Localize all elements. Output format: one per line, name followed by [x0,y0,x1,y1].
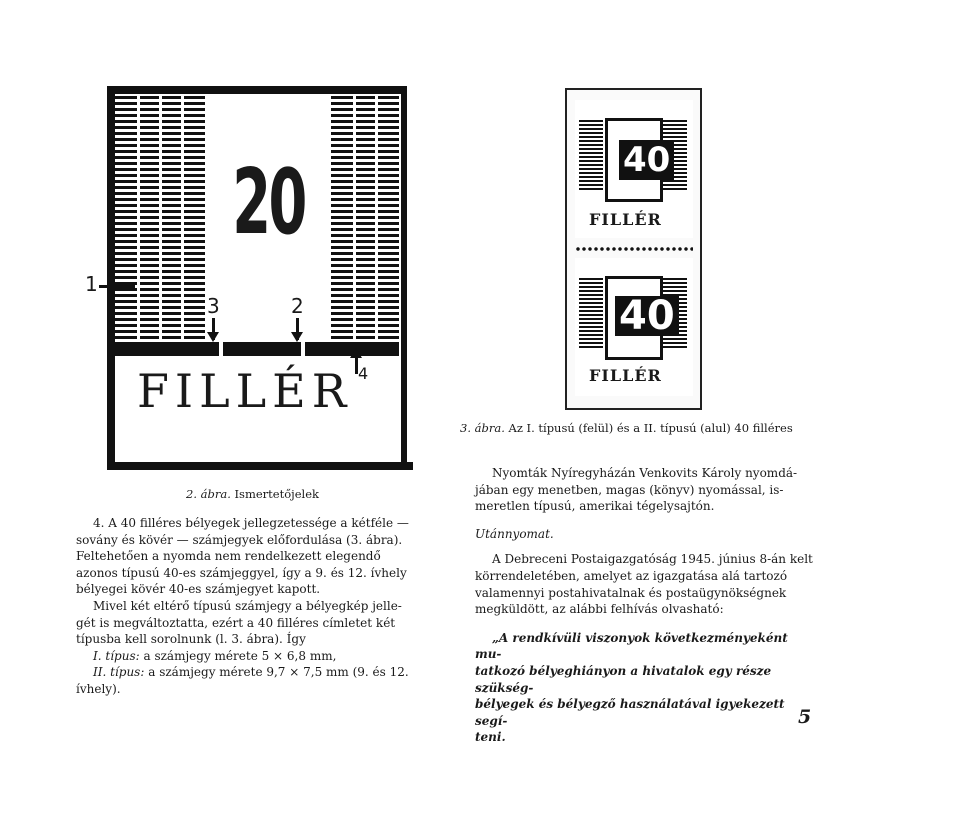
callout-1: 1 [85,272,98,296]
type-2-line: II. típus: a számjegy mérete 9,7 × 7,5 mm (9. és 12. [93,665,409,680]
figure-2-caption: 2. ábra. Ismertetőjelek [186,487,319,501]
perforation [575,246,693,252]
figure-3-stamps [565,88,702,410]
callout-3: 3 [207,294,220,318]
utannyomat-heading: Utánnyomat. [475,526,554,541]
stamp-top-value: 40 [619,140,674,180]
callout-4: 4 [358,364,369,383]
denomination-number: 20 [232,150,305,255]
figure-3-caption: 3. ábra. Az I. típusú (felül) és a II. típusú (alul) 40 filléres [460,421,793,435]
right-column [475,465,815,746]
figure-2-diagram [85,86,415,472]
type-2-continuation: ívhely). [76,681,121,696]
callout-2: 2 [291,294,304,318]
circular-paragraph: A Debreceni Postaigazgatóság 1945. június 8-án kelt körrendeletében, amelyet az igazgatása alá tartozó valamennyi postahivatalnak és postaügynökségnek megküldött, az alábbi felhívás olvasható: [475,552,813,617]
frame-bottom [107,462,413,470]
callout-1-arrow [99,285,135,288]
stamp-bottom-value: 40 [615,296,679,336]
callout-3-arrow [212,318,215,340]
stamp-bottom-word: FILLÉR [589,366,662,385]
page-number: 5 [798,706,812,728]
left-column [76,515,428,698]
paragraph-4: 4. A 40 filléres bélyegek jellegzetessége a kétféle — sovány és kövér — számjegyek előfordulása (3. ábra). Feltehetően a nyomda nem rendelkezett elegendő azonos típusú 40-es számjeggyel, így a 9. és 12. ívhely bélyegei kövér 40-es számjegyet kapott. [76,516,409,597]
stamp-type-2 [575,258,693,396]
type-1-line: I. típus: a számjegy mérete 5 × 6,8 mm, [93,648,337,663]
callout-2-arrow [296,318,299,340]
paragraph-types: Mivel két eltérő típusú számjegy a bélyegkép jelle- gét is megváltoztatta, ezért a 40 filléres címletet két típusba kell sorolnunk (l. 3. ábra). Így [76,598,402,647]
printing-paragraph: Nyomták Nyíregyházán Venkovits Károly nyomdá- jában egy menetben, magas (könyv) nyomással, is- meretlen típusú, amerikai tégelysajtón. [475,466,798,514]
quote-paragraph: „A rendkívüli viszonyok következményeként mu- tatkozó bélyeghiányon a hivatalok egy része szükség- bélyegek és bélyegző használatával igyekezett segí- teni. [475,630,788,745]
stamp-top-word: FILLÉR [589,210,662,229]
filler-word: FILLÉR [137,364,353,418]
stamp-type-1 [575,100,693,238]
